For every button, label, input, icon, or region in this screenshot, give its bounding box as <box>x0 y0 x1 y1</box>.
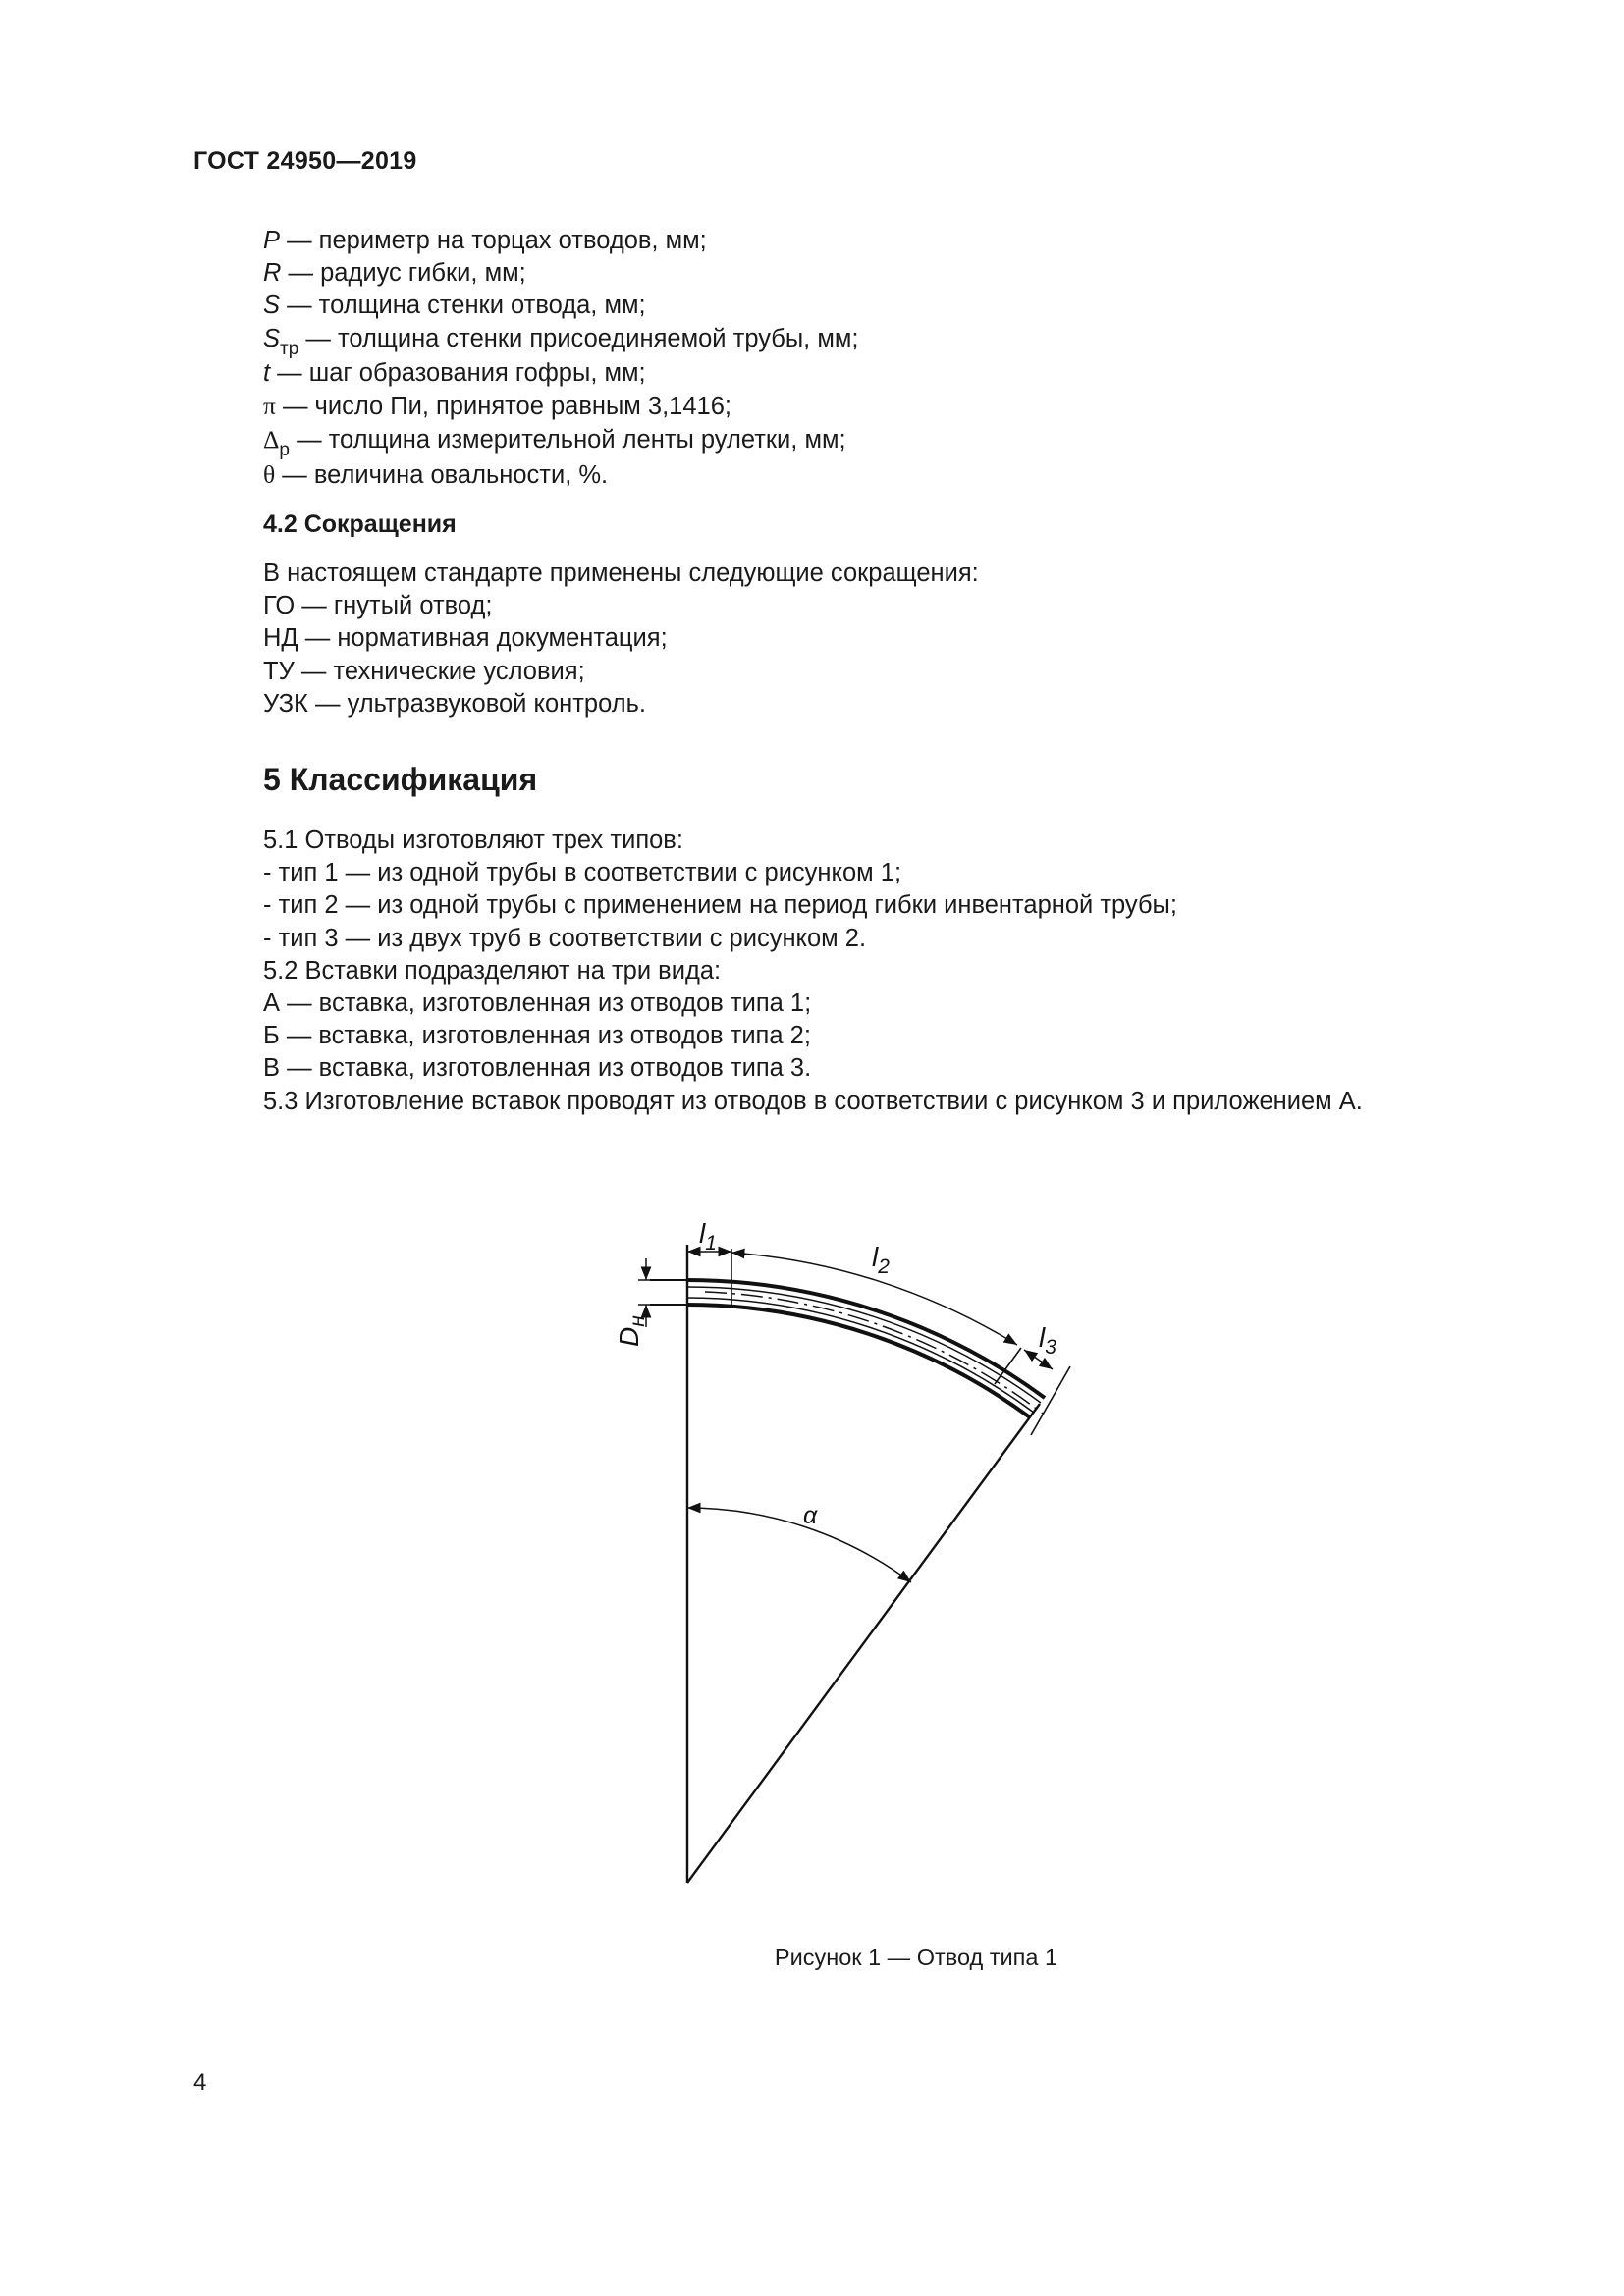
section-heading: 5 Классификация <box>263 762 538 797</box>
section-line: - тип 1 — из одной трубы в соответствии с рисунком 1; <box>263 859 902 887</box>
symbol: Δ <box>263 425 280 454</box>
l2-label: $l_2$ <box>872 1242 890 1278</box>
document-header: ГОСТ 24950—2019 <box>193 147 417 175</box>
section-line: 5.2 Вставки подразделяют на три вида: <box>263 956 722 985</box>
abbr-line: ГО — гнутый отвод; <box>263 592 493 620</box>
symbol-text: — радиус гибки, мм; <box>281 259 526 288</box>
symbol-text: — толщина стенки отвода, мм; <box>280 292 646 320</box>
pipe-outer-wall <box>687 1280 1045 1398</box>
symbol: π <box>263 392 276 421</box>
symbol: S <box>263 292 281 320</box>
l3-label: $l_3$ <box>1039 1322 1056 1359</box>
alpha-label: α <box>803 1502 818 1529</box>
symbol-subscript: р <box>279 440 290 461</box>
section-line: 5.1 Отводы изготовляют трех типов: <box>263 827 683 854</box>
symbol-text: — величина овальности, %. <box>275 461 609 490</box>
symbol: t <box>263 358 271 387</box>
dn-label: $D_н$ <box>614 1315 649 1347</box>
abbr-line: В настоящем стандарте применены следующие сокращения: <box>263 560 979 587</box>
symbol: P <box>263 227 281 254</box>
symbol: θ <box>263 460 276 490</box>
section-line: Б — вставка, изготовленная из отводов типа 2; <box>263 1022 811 1050</box>
symbol-subscript: тр <box>280 338 299 359</box>
symbol-text: — шаг образования гофры, мм; <box>270 358 646 387</box>
radius-line-slanted <box>687 1404 1040 1883</box>
symbol-text: — толщина стенки присоединяемой трубы, мм; <box>298 324 859 352</box>
l1-label: $l_1$ <box>699 1218 717 1255</box>
section-line: В — вставка, изготовленная из отводов типа 3. <box>263 1054 812 1083</box>
symbol-text: — толщина измерительной ленты рулетки, мм; <box>289 426 846 454</box>
pipe-outer-wall-inner <box>687 1287 1041 1403</box>
page-number: 4 <box>193 2069 207 2096</box>
subsection-heading: 4.2 Сокращения <box>263 510 457 538</box>
section-line: - тип 3 — из двух труб в соответствии с рисунком 2. <box>263 924 867 952</box>
symbol-text: — число Пи, принятое равным 3,1416; <box>275 393 731 421</box>
abbr-line: ТУ — технические условия; <box>263 657 585 685</box>
symbol: S <box>263 324 281 352</box>
section-line: - тип 2 — из одной трубы с применением на период гибки инвентарной трубы; <box>263 891 1177 920</box>
section-line: 5.3 Изготовление вставок проводят из отводов в соответствии с рисунком 3 и приложением А. <box>263 1087 1363 1115</box>
symbol: R <box>263 259 282 288</box>
abbr-line: НД — нормативная документация; <box>263 624 668 653</box>
section-line: А — вставка, изготовленная из отводов типа 1; <box>263 989 812 1018</box>
pipe-inner-wall <box>687 1305 1030 1417</box>
symbol-text: — периметр на торцах отводов, мм; <box>280 227 707 254</box>
figure-caption: Рисунок 1 — Отвод типа 1 <box>774 1945 1058 1970</box>
alpha-dimension <box>687 1508 911 1582</box>
abbr-line: УЗК — ультразвуковой контроль. <box>263 689 646 718</box>
